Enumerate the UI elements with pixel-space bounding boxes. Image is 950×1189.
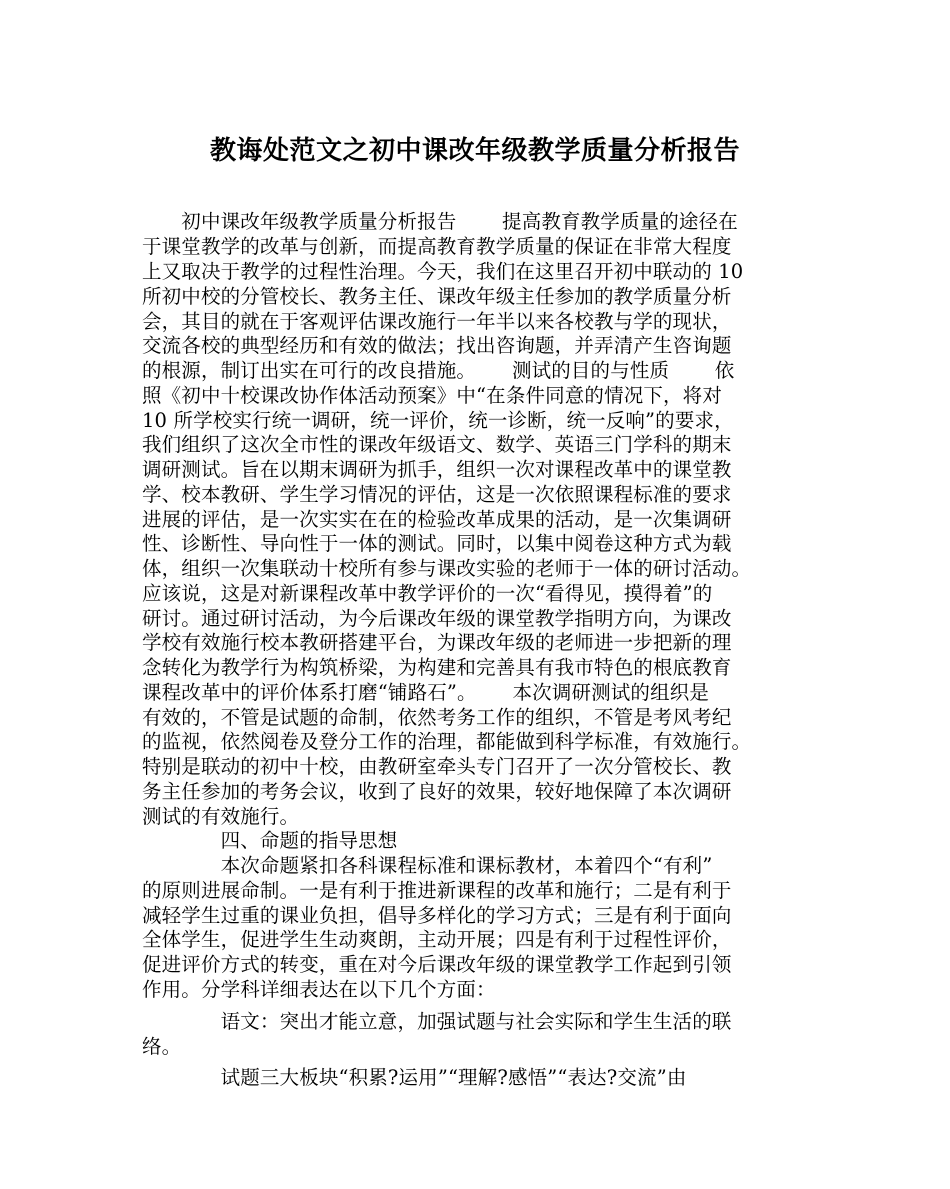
body-line: 会，其目的就在于客观评估课改施行一年半以来各校教与学的现状， xyxy=(142,310,732,333)
body-line: 全体学生，促进学生生动爽朗，主动开展；四是有利于过程性评价， xyxy=(142,928,732,951)
body-line: 的原则进展命制。一是有利于推进新课程的改革和施行；二是有利于 xyxy=(142,879,732,902)
body-line: 的监视，依然阅卷及登分工作的治理，都能做到科学标准，有效施行。 xyxy=(142,730,752,753)
body-line: 初中课改年级教学质量分析报告 提高教育教学质量的途径在 xyxy=(142,210,738,233)
body-line: 应该说，这是对新课程改革中教学评价的一次“看得见，摸得着”的 xyxy=(142,582,713,605)
body-line: 测试的有效施行。 xyxy=(142,805,300,828)
body-line: 有效的，不管是试题的命制，依然考务工作的组织，不管是考风考纪 xyxy=(142,706,732,729)
body-line: 特别是联动的初中十校，由教研室牵头专门召开了一次分管校长、教 xyxy=(142,755,732,778)
body-line: 促进评价方式的转变，重在对今后课改年级的课堂教学工作起到引领 xyxy=(142,953,732,976)
body-line: 作用。分学科详细表达在以下几个方面： xyxy=(142,978,496,1001)
body-line: 学、校本教研、学生学习情况的评估，这是一次依照课程标准的要求 xyxy=(142,483,732,506)
document-title: 教诲处范文之初中课改年级教学质量分析报告 xyxy=(209,136,740,166)
body-line: 减轻学生过重的课业负担，倡导多样化的学习方式；三是有利于面向 xyxy=(142,904,732,927)
body-line: 我们组织了这次全市性的课改年级语文、数学、英语三门学科的期末 xyxy=(142,433,732,456)
body-line: 性、诊断性、导向性于一体的测试。同时，以集中阅卷这种方式为载 xyxy=(142,532,732,555)
body-line: 交流各校的典型经历和有效的做法；找出咨询题，并弄清产生咨询题 xyxy=(142,334,732,357)
body-line: 络。 xyxy=(142,1035,182,1058)
body-line: 于课堂教学的改革与创新，而提高教育教学质量的保证在非常大程度 xyxy=(142,235,732,258)
body-line: 学校有效施行校本教研搭建平台，为课改年级的老师进一步把新的理 xyxy=(142,631,732,654)
body-line: 10 所学校实行统一调研，统一评价，统一诊断，统一反响”的要求， xyxy=(142,409,734,432)
body-line: 本次命题紧扣各科课程标准和课标教材，本着四个“有利” xyxy=(142,854,713,877)
body-line: 务主任参加的考务会议，收到了良好的效果，较好地保障了本次调研 xyxy=(142,780,732,803)
body-line: 课程改革中的评价体系打磨“铺路石”。 本次调研测试的组织是 xyxy=(142,681,710,704)
body-line: 所初中校的分管校长、教务主任、课改年级主任参加的教学质量分析 xyxy=(142,285,732,308)
body-line: 体，组织一次集联动十校所有参与课改实验的老师于一体的研讨活动。 xyxy=(142,557,752,580)
body-line: 念转化为教学行为构筑桥梁，为构建和完善具有我市特色的根底教育 xyxy=(142,656,732,679)
body-line: 试题三大板块“积累?运用”“理解?感悟”“表达?交流”由 xyxy=(142,1066,687,1089)
body-line: 调研测试。旨在以期末调研为抓手，组织一次对课程改革中的课堂教 xyxy=(142,458,732,481)
body-line: 研讨。通过研讨活动，为今后课改年级的课堂教学指明方向，为课改 xyxy=(142,607,732,630)
body-line: 语文：突出才能立意，加强试题与社会实际和学生生活的联 xyxy=(142,1010,732,1033)
body-line: 上又取决于教学的过程性治理。今天，我们在这里召开初中联动的 10 xyxy=(142,260,744,283)
section-heading: 四、命题的指导思想 xyxy=(142,829,398,852)
body-line: 的根源，制订出实在可行的改良措施。 测试的目的与性质 依 xyxy=(142,359,735,382)
body-line: 照《初中十校课改协作体活动预案》中“在条件同意的情况下，将对 xyxy=(142,384,722,407)
body-line: 进展的评估，是一次实实在在的检验改革成果的活动，是一次集调研 xyxy=(142,508,732,531)
